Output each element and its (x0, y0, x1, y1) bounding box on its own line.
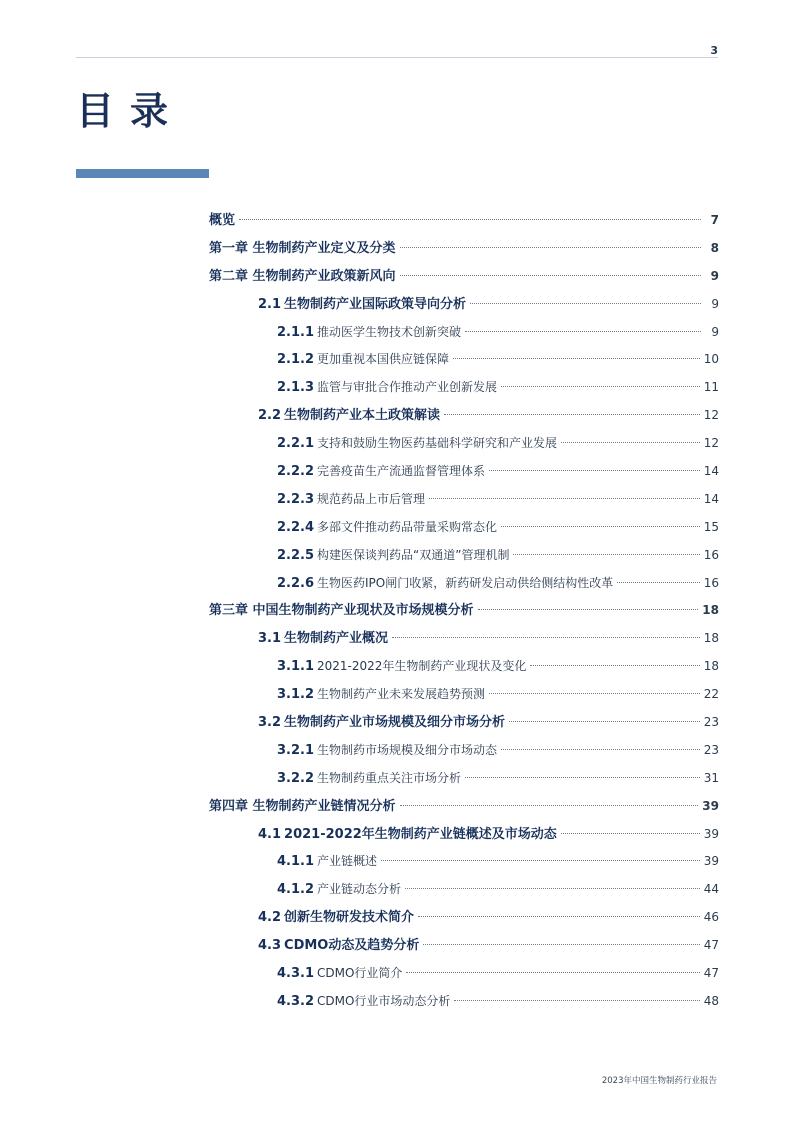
toc-entry-page: 16 (703, 547, 719, 562)
toc-dot-leader (454, 1000, 699, 1001)
toc-entry-page: 48 (703, 993, 719, 1008)
toc-dot-leader (561, 442, 700, 443)
toc-entry-page: 7 (710, 213, 719, 227)
toc-dot-leader (501, 749, 700, 750)
toc-entry-label: 生物制药市场规模及细分市场动态 (317, 742, 498, 757)
toc-entry-page: 23 (703, 742, 719, 757)
toc-entry-label: 第二章 生物制药产业政策新风向 (209, 268, 396, 284)
toc-entry-number: 2.1.3 (277, 380, 315, 396)
toc-entry-number: 4.1.1 (277, 854, 315, 870)
toc-entry-label: 第四章 生物制药产业链情况分析 (209, 798, 396, 814)
toc-entry-label: 生物制药产业本土政策解读 (284, 408, 441, 424)
toc-entry-page: 47 (703, 966, 719, 981)
toc-subsection-entry[interactable] (209, 430, 719, 458)
page-number: 3 (710, 44, 718, 57)
toc-entry-number: 4.1 (258, 826, 282, 842)
toc-subsection-entry[interactable] (209, 542, 719, 570)
toc-entry-page: 14 (703, 491, 719, 506)
toc-chapter-entry[interactable] (209, 597, 719, 625)
toc-entry-label: CDMO行业简介 (317, 966, 403, 981)
toc-entry-label: CDMO行业市场动态分析 (317, 993, 451, 1008)
toc-subsection-entry[interactable] (209, 514, 719, 542)
toc-entry-label: 概览 (209, 213, 236, 228)
toc-entry-label: 生物制药产业未来发展趋势预测 (317, 687, 486, 702)
footer-report-title: 2023年中国生物制药行业报告 (601, 1076, 717, 1086)
toc-entry-label: 第三章 中国生物制药产业现状及市场规模分析 (209, 603, 474, 619)
toc-entry-number: 2.2.5 (277, 547, 315, 563)
toc-subsection-entry[interactable] (209, 681, 719, 709)
toc-entry-label: 更加重视本国供应链保障 (317, 352, 450, 367)
toc-entry-label: 规范药品上市后管理 (317, 491, 426, 506)
toc-entry-page: 44 (703, 882, 719, 897)
toc-entry-label: 支持和鼓励生物医药基础科学研究和产业发展 (317, 436, 558, 451)
toc-entry-page: 39 (702, 798, 719, 813)
toc-entry-number: 3.2 (258, 715, 282, 731)
toc-subsection-entry[interactable] (209, 848, 719, 876)
toc-section-entry[interactable] (209, 625, 719, 653)
toc-entry-label: 多部文件推动药品带量采购常态化 (317, 519, 498, 534)
toc-entry-page: 18 (702, 603, 719, 618)
toc-entry-page: 12 (703, 408, 719, 423)
toc-entry-number: 2.2.2 (277, 464, 315, 480)
toc-subsection-entry[interactable] (209, 570, 719, 598)
toc-dot-leader (501, 386, 700, 387)
toc-entry-number: 4.3.2 (277, 993, 315, 1009)
toc-subsection-entry[interactable] (209, 737, 719, 765)
toc-dot-leader (501, 526, 700, 527)
toc-section-entry[interactable] (209, 291, 719, 319)
toc-entry-number: 4.2 (258, 910, 282, 926)
toc-entry-page: 9 (710, 268, 719, 283)
toc-entry-number: 4.3.1 (277, 966, 315, 982)
toc-entry-page: 10 (703, 352, 719, 367)
toc-entry-number: 2.2 (258, 408, 282, 424)
toc-chapter-entry[interactable] (209, 793, 719, 821)
toc-entry-label: 2021-2022年生物制药产业现状及变化 (317, 659, 527, 674)
toc-subsection-entry[interactable] (209, 765, 719, 793)
toc-dot-leader (561, 833, 700, 834)
toc-entry-page: 22 (703, 687, 719, 702)
toc-entry-page: 31 (703, 770, 719, 785)
toc-entry-page: 11 (703, 380, 719, 395)
toc-dot-leader (381, 860, 700, 861)
toc-subsection-entry[interactable] (209, 319, 719, 347)
toc-entry-label: 创新生物研发技术简介 (284, 910, 415, 926)
toc-subsection-entry[interactable] (209, 346, 719, 374)
toc-entry-number: 2.1 (258, 296, 282, 312)
toc-dot-leader (470, 303, 701, 304)
toc-subsection-entry[interactable] (209, 653, 719, 681)
toc-entry-label: 生物制药重点关注市场分析 (317, 770, 462, 785)
toc-entry-page: 18 (703, 659, 719, 674)
toc-entry-number: 3.1.1 (277, 659, 315, 675)
toc-dot-leader (465, 777, 700, 778)
toc-entry-label: 产业链动态分析 (317, 882, 402, 897)
toc-entry-page: 15 (703, 519, 719, 534)
toc-entry-label: 生物制药产业国际政策导向分析 (284, 296, 467, 312)
header-rule (76, 57, 718, 58)
toc-entry-page: 18 (703, 631, 719, 646)
toc-entry-label: 生物制药产业市场规模及细分市场分析 (284, 715, 506, 731)
title-accent-bar (76, 169, 209, 178)
toc-dot-leader (513, 554, 699, 555)
toc-section-entry[interactable] (209, 904, 719, 932)
toc-entry-number: 2.2.6 (277, 575, 315, 591)
toc-entry-page: 14 (703, 464, 719, 479)
toc-dot-leader (465, 331, 701, 332)
toc-entry-number: 4.1.2 (277, 882, 315, 898)
toc-entry-label: 完善疫苗生产流通监督管理体系 (317, 464, 486, 479)
toc-dot-leader (489, 693, 700, 694)
toc-subsection-entry[interactable] (209, 486, 719, 514)
toc-entry-number: 4.3 (258, 938, 282, 954)
toc-subsection-entry[interactable] (209, 374, 719, 402)
toc-entry-label: CDMO动态及趋势分析 (284, 938, 420, 954)
toc-dot-leader (400, 275, 701, 276)
toc-entry-page: 47 (703, 938, 719, 953)
toc-entry-page: 46 (703, 910, 719, 925)
toc-entry-page: 39 (703, 854, 719, 869)
toc-entry-label: 第一章 生物制药产业定义及分类 (209, 240, 396, 256)
toc-dot-leader (392, 637, 700, 638)
toc-chapter-entry[interactable] (209, 263, 719, 291)
toc-dot-leader (530, 665, 699, 666)
toc-dot-leader (617, 582, 699, 583)
toc-entry-label: 2021-2022年生物制药产业链概述及市场动态 (284, 826, 557, 842)
toc-section-entry[interactable] (209, 709, 719, 737)
toc-entry-number: 3.2.2 (277, 770, 315, 786)
toc-dot-leader (489, 470, 700, 471)
toc-entry-page: 9 (711, 324, 719, 339)
toc-dot-leader (406, 972, 699, 973)
toc-entry-number: 2.1.2 (277, 352, 315, 368)
toc-entry-label: 生物医药IPO闸门收紧，新药研发启动供给侧结构性改革 (317, 575, 614, 590)
toc-entry-number: 2.2.1 (277, 436, 315, 452)
toc-dot-leader (478, 609, 699, 610)
toc-dot-leader (400, 805, 699, 806)
toc-section-entry[interactable] (209, 402, 719, 430)
toc-subsection-entry[interactable] (209, 876, 719, 904)
toc-entry-number: 3.1.2 (277, 687, 315, 703)
toc-dot-leader (453, 358, 700, 359)
toc-entry-page: 8 (710, 240, 719, 255)
toc-entry-label: 推动医学生物技术创新突破 (317, 324, 462, 339)
toc-entry-number: 3.1 (258, 631, 282, 647)
toc-dot-leader (509, 721, 700, 722)
toc-chapter-entry[interactable] (209, 207, 719, 235)
toc-entry-number: 2.2.3 (277, 491, 315, 507)
toc-section-entry[interactable] (209, 932, 719, 960)
table-of-contents (209, 207, 719, 1016)
toc-section-entry[interactable] (209, 821, 719, 849)
toc-dot-leader (418, 916, 700, 917)
toc-entry-number: 3.2.1 (277, 742, 315, 758)
toc-dot-leader (400, 247, 701, 248)
toc-entry-page: 23 (703, 715, 719, 730)
toc-entry-page: 39 (703, 826, 719, 841)
toc-entry-number: 2.2.4 (277, 519, 315, 535)
toc-entry-label: 监管与审批合作推动产业创新发展 (317, 380, 498, 395)
page-title: 目录 (76, 88, 185, 133)
toc-entry-page: 12 (703, 436, 719, 451)
toc-subsection-entry[interactable] (209, 960, 719, 988)
toc-dot-leader (444, 414, 700, 415)
toc-entry-label: 产业链概述 (317, 854, 378, 869)
toc-dot-leader (239, 219, 701, 220)
toc-entry-number: 2.1.1 (277, 324, 315, 340)
toc-dot-leader (405, 888, 700, 889)
toc-entry-label: 生物制药产业概况 (284, 631, 389, 647)
toc-dot-leader (423, 944, 699, 945)
toc-dot-leader (429, 498, 700, 499)
toc-subsection-entry[interactable] (209, 988, 719, 1016)
toc-chapter-entry[interactable] (209, 235, 719, 263)
toc-entry-page: 16 (703, 575, 719, 590)
toc-entry-page: 9 (711, 296, 719, 311)
toc-entry-label: 构建医保谈判药品“双通道”管理机制 (317, 547, 510, 562)
toc-subsection-entry[interactable] (209, 458, 719, 486)
